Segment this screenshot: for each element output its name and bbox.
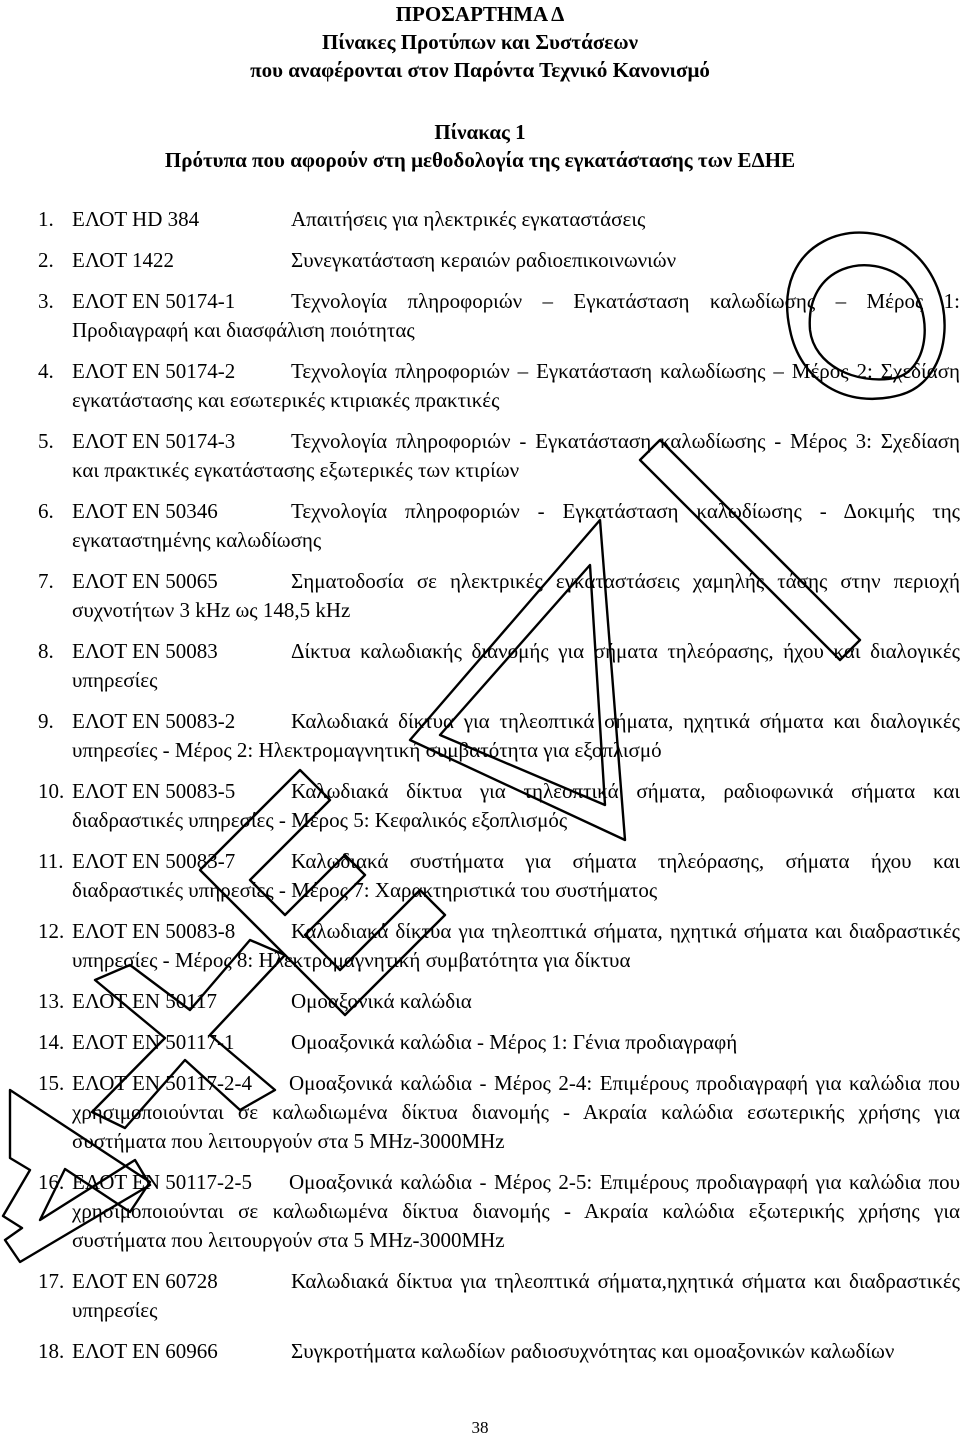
entry-number: 6.	[38, 499, 54, 523]
list-item	[38, 1337, 960, 1366]
standard-description: Ομοαξονικά καλώδια - Μέρος 1: Γένια προδιαγραφή	[291, 1030, 738, 1054]
standard-code: ΕΛΟΤ EN 50083-2	[72, 709, 236, 733]
entry-number: 16.	[38, 1170, 65, 1194]
standard-description: Καλωδιακά δίκτυα για τηλεοπτικά σήματα, ηχητικά σήματα και διαλογικές υπηρεσίες - Μέρος 2: Ηλεκτρομαγνητική συμβατότητα για εξοπλισμό	[72, 709, 960, 762]
standard-code: ΕΛΟΤ EN 50346	[72, 499, 218, 523]
entry-number: 14.	[38, 1030, 65, 1054]
list-item	[38, 246, 960, 275]
standard-code: ΕΛΟΤ EN 50174-2	[72, 359, 236, 383]
standard-description: Απαιτήσεις για ηλεκτρικές εγκαταστάσεις	[291, 207, 646, 231]
standard-description: Καλωδιακά δίκτυα για τηλεοπτικά σήματα, ηχητικά σήματα και διαδραστικές υπηρεσίες - Μέρος 8: Ηλεκτρομαγνητική συμβατότητα για δίκτυα	[72, 919, 960, 972]
list-item	[38, 1069, 960, 1156]
standard-description: Ομοαξονικά καλώδια - Μέρος 2-4: Επιμέρους προδιαγραφή για καλώδια που χρησιμοποιούνται σε καλωδιωμένα δίκτυα διανομής - Ακραία καλώδια εσωτερικής χρήσης για συστήματα που λειτουργούν στα 5 MHz-3000MHz	[72, 1071, 960, 1153]
standard-code: ΕΛΟΤ 1422	[72, 248, 175, 272]
standard-code: ΕΛΟΤ EN 50174-3	[72, 429, 236, 453]
standard-description: Τεχνολογία πληροφοριών - Εγκατάσταση καλωδίωσης - Δοκιμής της εγκαταστημένης καλωδίωσης	[72, 499, 960, 552]
entry-number: 13.	[38, 989, 65, 1013]
entry-number: 17.	[38, 1269, 65, 1293]
standard-description: Καλωδιακά δίκτυα για τηλεοπτικά σήματα, ραδιοφωνικά σήματα και διαδραστικές υπηρεσίες - Μέρος 5: Κεφαλικός εξοπλισμός	[72, 779, 960, 832]
standard-description: Τεχνολογία πληροφοριών – Εγκατάσταση καλωδίωσης – Μέρος 1: Προδιαγραφή και διασφάλιση ποιότητας	[72, 289, 960, 342]
entry-number: 2.	[38, 248, 54, 272]
title-line-2: που αναφέρονται στον Παρόντα Τεχνικό Κανονισμό	[250, 58, 710, 82]
list-item	[38, 847, 960, 905]
entry-number: 15.	[38, 1071, 65, 1095]
standard-description: Ομοαξονικά καλώδια	[291, 989, 472, 1013]
standard-code: ΕΛΟΤ EN 50117-1	[72, 1030, 235, 1054]
list-item	[38, 427, 960, 485]
list-item	[38, 777, 960, 835]
standard-description: Τεχνολογία πληροφοριών - Εγκατάσταση καλωδίωσης - Μέρος 3: Σχεδίαση και πρακτικές εγκατάστασης εξωτερικές των κτιρίων	[72, 429, 960, 482]
list-item	[38, 357, 960, 415]
standard-code: ΕΛΟΤ EN 50117-2-4	[72, 1071, 253, 1095]
standard-description: Σηματοδοσία σε ηλεκτρικές εγκαταστάσεις χαμηλής τάσης στην περιοχή συχνοτήτων 3 kHz ως 148,5 kHz	[72, 569, 960, 622]
standard-code: ΕΛΟΤ EN 50117	[72, 989, 218, 1013]
list-item	[38, 497, 960, 555]
list-item	[38, 987, 960, 1016]
entry-number: 18.	[38, 1339, 65, 1363]
entry-number: 8.	[38, 639, 54, 663]
list-item	[38, 567, 960, 625]
entry-number: 11.	[38, 849, 64, 873]
standard-code: ΕΛΟΤ EN 60728	[72, 1269, 218, 1293]
list-item	[38, 1267, 960, 1325]
appendix-heading: ΠΡΟΣΑΡΤΗΜΑ Δ	[395, 2, 565, 26]
list-item	[38, 1028, 960, 1057]
list-item	[38, 917, 960, 975]
list-item	[38, 707, 960, 765]
entry-number: 9.	[38, 709, 54, 733]
entry-number: 7.	[38, 569, 54, 593]
entry-number: 5.	[38, 429, 54, 453]
entry-number: 3.	[38, 289, 54, 313]
standard-code: ΕΛΟΤ EN 50065	[72, 569, 218, 593]
standard-code: ΕΛΟΤ EN 50083-7	[72, 849, 236, 873]
list-item	[38, 287, 960, 345]
standard-description: Τεχνολογία πληροφοριών – Εγκατάσταση καλωδίωσης – Μέρος 2: Σχεδίαση εγκατάστασης και εσωτερικές κτιριακές πρακτικές	[72, 359, 960, 412]
title-line-1: Πίνακες Προτύπων και Συστάσεων	[322, 30, 638, 54]
standard-code: ΕΛΟΤ EN 50174-1	[72, 289, 236, 313]
standard-code: ΕΛΟΤ EN 50117-2-5	[72, 1170, 253, 1194]
list-item	[38, 637, 960, 695]
list-item	[38, 205, 960, 234]
standard-description: Καλωδιακά συστήματα για σήματα τηλεόρασης, σήματα ήχου και διαδραστικές υπηρεσίες - Μέρος 7: Χαρακτηριστικά του συστήματος	[72, 849, 960, 902]
entry-number: 1.	[38, 207, 54, 231]
page-number: 38	[471, 1418, 489, 1437]
standard-code: ΕΛΟΤ HD 384	[72, 207, 200, 231]
standard-code: ΕΛΟΤ EN 60966	[72, 1339, 218, 1363]
standard-description: Συγκροτήματα καλωδίων ραδιοσυχνότητας και ομοαξονικών καλωδίων	[291, 1339, 895, 1363]
entry-number: 4.	[38, 359, 54, 383]
table-label: Πίνακας 1	[434, 120, 526, 144]
standard-code: ΕΛΟΤ EN 50083-8	[72, 919, 236, 943]
standard-description: Συνεγκατάσταση κεραιών ραδιοεπικοινωνιών	[291, 248, 677, 272]
list-item	[38, 1168, 960, 1255]
standard-code: ΕΛΟΤ EN 50083	[72, 639, 218, 663]
standards-list	[38, 205, 960, 1378]
standard-description: Δίκτυα καλωδιακής διανομής για σήματα τηλεόρασης, ήχου και διαλογικές υπηρεσίες	[72, 639, 960, 692]
entry-number: 12.	[38, 919, 65, 943]
table-title: Πρότυπα που αφορούν στη μεθοδολογία της εγκατάστασης των ΕΔΗΕ	[164, 148, 796, 172]
standard-description: Καλωδιακά δίκτυα για τηλεοπτικά σήματα,ηχητικά σήματα και διαδραστικές υπηρεσίες	[72, 1269, 960, 1322]
entry-number: 10.	[38, 779, 65, 803]
standard-description: Ομοαξονικά καλώδια - Μέρος 2-5: Επιμέρους προδιαγραφή για καλώδια που χρησιμοποιούνται σε καλωδιωμένα δίκτυα διανομής - Ακραία καλώδια εξωτερικής χρήσης για συστήματα που λειτουργούν στα 5 MHz-3000MHz	[72, 1170, 960, 1252]
standard-code: ΕΛΟΤ EN 50083-5	[72, 779, 236, 803]
